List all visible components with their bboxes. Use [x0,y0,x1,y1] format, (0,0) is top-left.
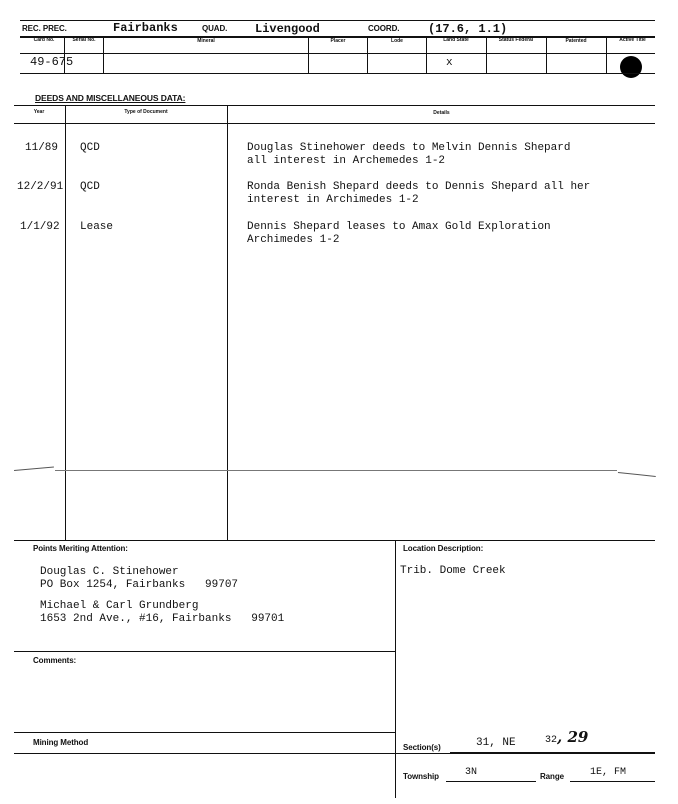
deed-type: Lease [80,221,114,233]
scan-mark [617,472,656,485]
deed-type: QCD [80,181,100,193]
col-placer: Placer [330,38,346,44]
deed-details: Douglas Stinehower deeds to Melvin Dennis Shepard all interest in Archemedes 1-2 [247,142,571,167]
range-label: Range [540,772,564,781]
coord-label: COORD. [368,24,400,33]
deed-year: 12/2/91 [17,181,64,193]
rec-prec-value: Fairbanks [113,21,178,35]
township-label: Township [403,772,439,781]
deed-year: 1/1/92 [20,221,60,233]
comments-label: Comments: [33,656,77,665]
scan-mark [14,467,55,479]
quad-value: Livengood [255,22,320,36]
col-details: Details [433,110,450,116]
col-active-title: Active Title [619,37,646,43]
points-entry: Douglas C. Stinehower PO Box 1254, Fairbanks 99707 [40,566,239,591]
col-land-state: Land State [443,37,469,43]
rec-prec-label: REC. PREC. [22,24,67,33]
col-card-no: Card No. [33,37,55,43]
points-label: Points Meriting Attention: [33,544,128,553]
quad-label: QUAD. [202,24,228,33]
col-type: Type of Document [124,109,168,115]
location-value: Trib. Dome Creek [400,565,506,577]
deed-year: 11/89 [25,142,59,154]
coord-value: (17.6, 1.1) [428,22,508,36]
col-serial-no: Serial No. [72,37,96,43]
section-label: Section(s) [403,743,441,752]
range-value: 1E, FM [590,767,627,778]
section-value: 31, NE [476,737,516,749]
location-label: Location Description: [403,544,484,553]
deed-details: Dennis Shepard leases to Amax Gold Exploration Archimedes 1-2 [247,221,551,246]
deed-details: Ronda Benish Shepard deeds to Dennis Shepard all her interest in Archimedes 1-2 [247,181,591,206]
mining-method-label: Mining Method [33,738,89,747]
points-entry: Michael & Carl Grundberg 1653 2nd Ave., #16, Fairbanks 99701 [40,600,285,625]
col-status-federal: Status Federal [498,37,534,43]
col-lode: Lode [391,38,403,44]
section-handwritten: 32, 29 [545,728,589,746]
filled-circle-icon [620,56,642,78]
deed-type: QCD [80,142,100,154]
deeds-section-title: DEEDS AND MISCELLANEOUS DATA: [35,93,186,103]
col-year: Year [33,109,45,115]
col-mineral: Mineral [197,38,215,44]
card-no-value: 49-675 [30,55,74,69]
township-value: 3N [465,767,478,778]
col-patented: Patented [565,38,587,44]
land-state-mark: x [446,57,453,69]
